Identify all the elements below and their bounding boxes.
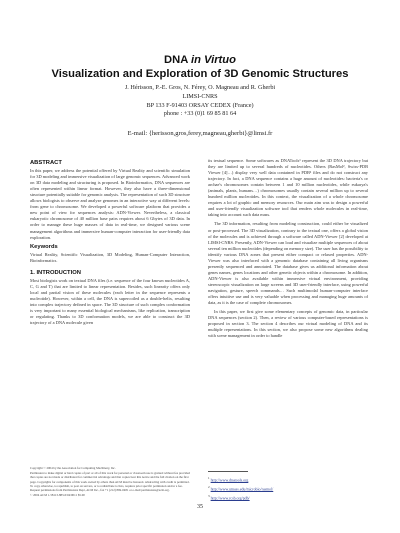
title-line-2: Visualization and Exploration of 3D Genomic Structures [51,68,349,80]
right-paragraph-3: In this paper, we first give some elementary concepts of genomic data, in particular DNA sequences (section 2). Then, a review of various computer-based representations is proposed in section 3. The section 4 describes our virtual modeling of DNA and its multiple representations. In this section, we also propose some new algorithms dealing with scene management in order to handle [208,309,368,339]
author-phone: phone : +33 (0)1 69 85 81 64 [163,110,237,118]
author-block [0,84,400,119]
footnote-3 [208,494,368,501]
footnote-1 [208,476,368,483]
right-paragraph-2: The 3D information, resulting from modeling construction, could either be visualized or post-processed. The 3D visualization, contrary to the textual one, offers a global vision of the molecules and is achieved through a software called ADN-Viewer [2] developed at LIMSI-CNRS. Presently, ADN-Viewer can load and visualize multiple sequences of about several ten million nucleotides (depending on memory size). The user has the possibility to identify various DNA zones that present either compact or relaxed properties. ADN-Viewer was also interfaced with a genomic database containing all living organisms presently sequenced and annotated. The database gives us additional information about genes names, genes locations and other genetic objects within a chromosome. In addition, ADN-Viewer is also available within immersive virtual environment, providing stereoscopic visualization on large screens and 3D user-friendly interface, using powerful navigation, gesture, speech commands… Such multimodal human-computer interface offers intuitive use and is very valuable when processing and managing huge amounts of data, as it is the case of complete chromosomes. [208,221,368,306]
right-paragraph-1: its textual sequence. Some softwares as DNATools¹ represent the 3D DNA trajectory but they are limited up to several hundreds of nucleotides. Others (RasMol², Swiss-PDB Viewer [4]…) display very well data contained in PDB³ files and do not construct any trajectory. In fact, a DNA sequence contains a huge amount of nucleotides: bacteria's or archae's chromosomes contain between 1 and 10 million nucleotides, while eukarya's (animals, plants, humans…) chromosomes usually contain several million up to several hundred million nucleotides. In this context, the visualization of a whole chromosome requires a lot of graphic and memory resources. Our main aim was to design a powerful and user-friendly visualization software tool that renders whole molecules in real-time, taking into account such data mass. [208,158,368,218]
footnote-1-link[interactable]: http://www.dnatools.org [210,478,249,483]
footnote-2 [208,485,368,492]
title-line-1 [0,53,400,67]
left-column [30,158,190,329]
copyright-line-1: Copyright © 2004 by the Association for Computing Machinery, Inc. [30,466,116,470]
copyright-line-3: © 2004 ACM 1-58113-883-0/04/0011 $5.00 [30,493,85,498]
footnote-divider [208,471,248,472]
paper-title [0,53,400,81]
keywords-text: Virtual Reality, Scientific Visualization, 3D Modeling, Human-Computer Interaction, Bioinformatics. [30,251,190,263]
keywords-heading: Keywords [30,243,58,250]
footnote-2-number: 2 [208,485,210,489]
title-italic: in Virtuo [190,54,236,66]
author-lab: LIMSI-CNRS [182,92,218,100]
intro-text: Most biologists work on textual DNA files (i.e. sequence of the four known nucleotides A, C, G and T) that are limited to linear representation. Besides, such linearity offers only local and partial vision of these molecules (each letter in the sequence represents a nucleotide). However, within a cell, the DNA is supercoiled as a double-helix, resulting into complex trajectory defined in space. The 3D structure of such complex conformation is very important to many essential biological mechanisms, like replication, transcription or regulating. Thanks to 3D conformation models, we are able to construct the 3D trajectory of a DNA molecule given [30,277,190,326]
author-names: J. Hérisson, P.-E. Gros, N. Férey, O. Magneau and R. Gherbi [124,84,276,91]
page-number: 35 [197,504,203,510]
intro-heading: 1. INTRODUCTION [30,269,81,276]
author-address: BP 133 F-91403 ORSAY CEDEX (France) [146,101,254,109]
copyright-line-2: Permission to make digital or hard copies of part or all of this work for personal or classroom use is granted without fee provided that copies are not made or distributed for commercial advantage and that copies bear this notice and the full citation on the first page. Copyrights for components of this work owned by others than ACM must be honored. Abstracting with credit is permitted. To copy otherwise, to republish, to post on servers, or to redistribute to lists, requires prior specific permission and/or a fee. Request permissions from Permissions Dept, ACM Inc., fax +1 (212) 869-0481 or e-mail permissions@acm.org. [30,471,190,493]
abstract-text: In this paper, we address the potential offered by Virtual Reality and scientific simulation for 3D modeling and immersive visualization of large genomic sequences. Advanced work on 3D data modeling and structuring is proposed. In Bioinformatics, DNA sequences are often represented within linear format. However, they also have a three-dimensional structure potentially suitable for genomic analysis. The representation of such 3D structure allows biologists to observe and analyze genomes in an interactive way at different levels: from gene to chromosome. We developed a powerful software platform that provides a new point of view for sequences analysis: ADN-Viewer. Nevertheless, a classical eukaryotic chromosome of 40 million base pairs requires about 6 Gbytes of 3D data. In order to manage these huge masses of data in real-time, we designed various scene management algorithms and immersive human-computer interaction for user-friendly data exploration. [30,168,190,240]
footnote-3-number: 3 [208,494,210,498]
footnote-1-number: 1 [208,476,210,480]
copyright-notice [30,466,190,498]
author-email: E-mail: {herisson,gros,ferey,magneau,gherbi}@limsi.fr [127,130,273,137]
abstract-heading: ABSTRACT [30,160,62,166]
footnote-2-link[interactable]: http://www.umass.edu/microbio/rasmol/ [210,487,274,492]
right-column [208,158,368,342]
footnote-3-link[interactable]: http://www.rcsb.org/pdb/ [210,496,250,501]
title-main: DNA [164,54,188,66]
